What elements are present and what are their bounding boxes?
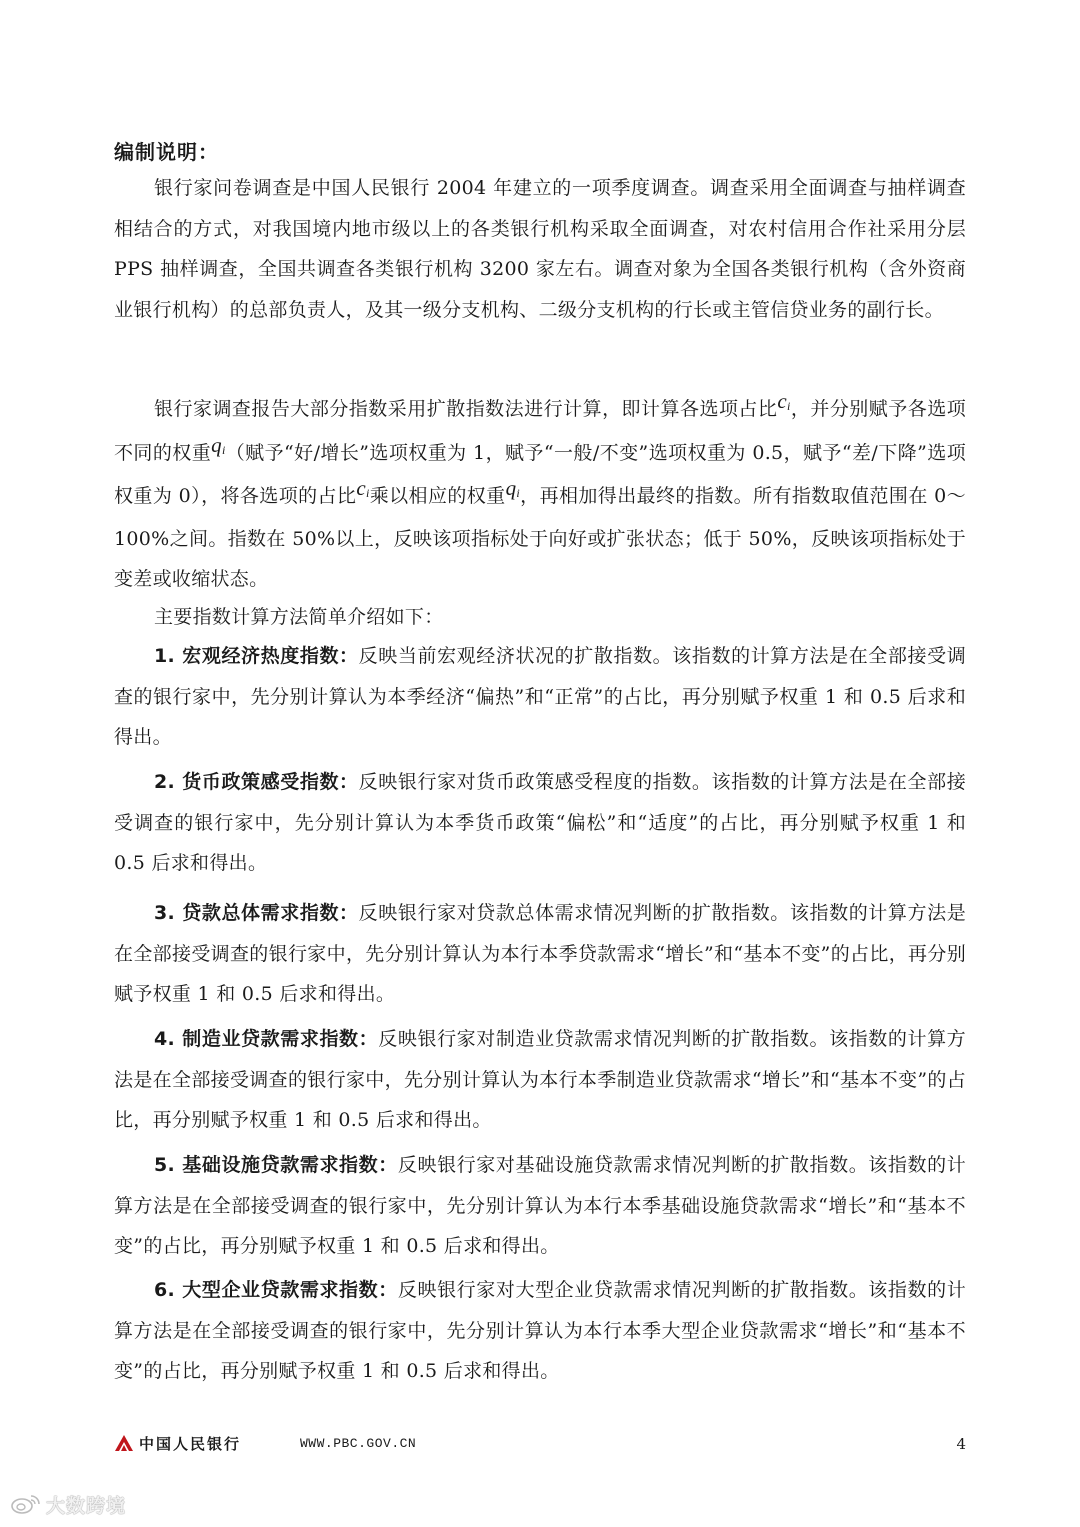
index-item-body: 反映银行家对货币政策感受程度的指数。该指数的计算方法是在全部接受调查的银行家中，先分别计算认为本季货币政策“偏松”和“适度”的占比，再分别赋予权重 1 和 0.5 后求和得出。: [114, 771, 966, 874]
intro-paragraph: 银行家问卷调查是中国人民银行 2004 年建立的一项季度调查。调查采用全面调查与抽样调查相结合的方式，对我国境内地市级以上的各类银行机构采取全面调查，对农村信用合作社采用分层 PPS 抽样调查，全国共调查各类银行机构 3200 家左右。调查对象为全国各类银行机构（含外资商业银行机构）的总部负责人，及其一级分支机构、二级分支机构的行长或主管信贷业务的副行长。: [114, 177, 966, 321]
index-item-2: [114, 762, 966, 884]
index-item-body: 反映银行家对贷款总体需求情况判断的扩散指数。该指数的计算方法是在全部接受调查的银行家中，先分别计算认为本行本季贷款需求“增长”和“基本不变”的占比，再分别赋予权重 1 和 0.5 后求和得出。: [114, 902, 966, 1005]
method-text-b: ，并分别赋予各选项不同的权重: [114, 398, 967, 464]
bank-url[interactable]: WWW.PBC.GOV.CN: [300, 1436, 417, 1451]
watermark: [10, 1489, 170, 1517]
bank-name: 中国人民银行: [139, 1435, 242, 1453]
page-number: 4: [956, 1435, 966, 1453]
var-q: $q_i$: [211, 432, 226, 457]
index-item-6: [114, 1270, 966, 1392]
index-item-title: 6. 大型企业贷款需求指数：: [154, 1279, 398, 1301]
index-item-3: [114, 893, 966, 1015]
var-c-2: $c_i$: [356, 476, 370, 500]
index-item-1: [114, 636, 966, 758]
index-item-body: 反映银行家对基础设施贷款需求情况判断的扩散指数。该指数的计算方法是在全部接受调查的银行家中，先分别计算认为本行本季基础设施贷款需求“增长”和“基本不变”的占比，再分别赋予权重 1 和 0.5 后求和得出。: [114, 1154, 966, 1257]
index-intro-line: 主要指数计算方法简单介绍如下：: [154, 606, 444, 628]
index-item-title: 2. 货币政策感受指数：: [154, 771, 359, 793]
method-text-e: ，再相加得出最终的指数。所有指数取值范围在 0～100%之间。指数在 50%以上，反映该项指标处于向好或扩张状态；低于 50%，反映该项指标处于变差或收缩状态。: [114, 485, 966, 590]
weibo-icon: [10, 1493, 42, 1515]
watermark-text: 大数跨境: [46, 1495, 127, 1517]
index-item-5: [114, 1145, 966, 1267]
section-heading: 编制说明：: [114, 140, 219, 164]
index-item-title: 1. 宏观经济热度指数：: [154, 645, 359, 667]
method-text-c: （赋予“好/增长”选项权重为 1，赋予“一般/不变”选项权重为 0.5，赋予“差/下降”选项权重为 0），将各选项的占比: [114, 441, 966, 507]
index-item-title: 4. 制造业贷款需求指数：: [154, 1028, 379, 1050]
index-item-body: 反映银行家对大型企业贷款需求情况判断的扩散指数。该指数的计算方法是在全部接受调查的银行家中，先分别计算认为本行本季大型企业贷款需求“增长”和“基本不变”的占比，再分别赋予权重 1 和 0.5 后求和得出。: [114, 1279, 966, 1382]
pbc-logo-icon: [114, 1434, 134, 1452]
var-q-2: $q_i$: [505, 476, 521, 500]
method-text-d: 乘以相应的权重: [369, 485, 506, 507]
page-footer: [114, 1430, 966, 1458]
index-item-body: 反映当前宏观经济状况的扩散指数。该指数的计算方法是在全部接受调查的银行家中，先分别计算认为本季经济“偏热”和“正常”的占比，再分别赋予权重 1 和 0.5 后求和得出。: [114, 645, 966, 748]
index-item-body: 反映银行家对制造业贷款需求情况判断的扩散指数。该指数的计算方法是在全部接受调查的银行家中，先分别计算认为本行本季制造业贷款需求“增长”和“基本不变”的占比，再分别赋予权重 1 和 0.5 后求和得出。: [114, 1028, 966, 1131]
method-paragraph: [114, 388, 966, 600]
index-item-title: 5. 基础设施贷款需求指数：: [154, 1154, 398, 1176]
var-c: $c_i$: [777, 389, 791, 413]
method-text-a: 银行家调查报告大部分指数采用扩散指数法进行计算，即计算各选项占比: [154, 398, 778, 420]
index-item-title: 3. 贷款总体需求指数：: [154, 902, 359, 924]
index-item-4: [114, 1019, 966, 1141]
